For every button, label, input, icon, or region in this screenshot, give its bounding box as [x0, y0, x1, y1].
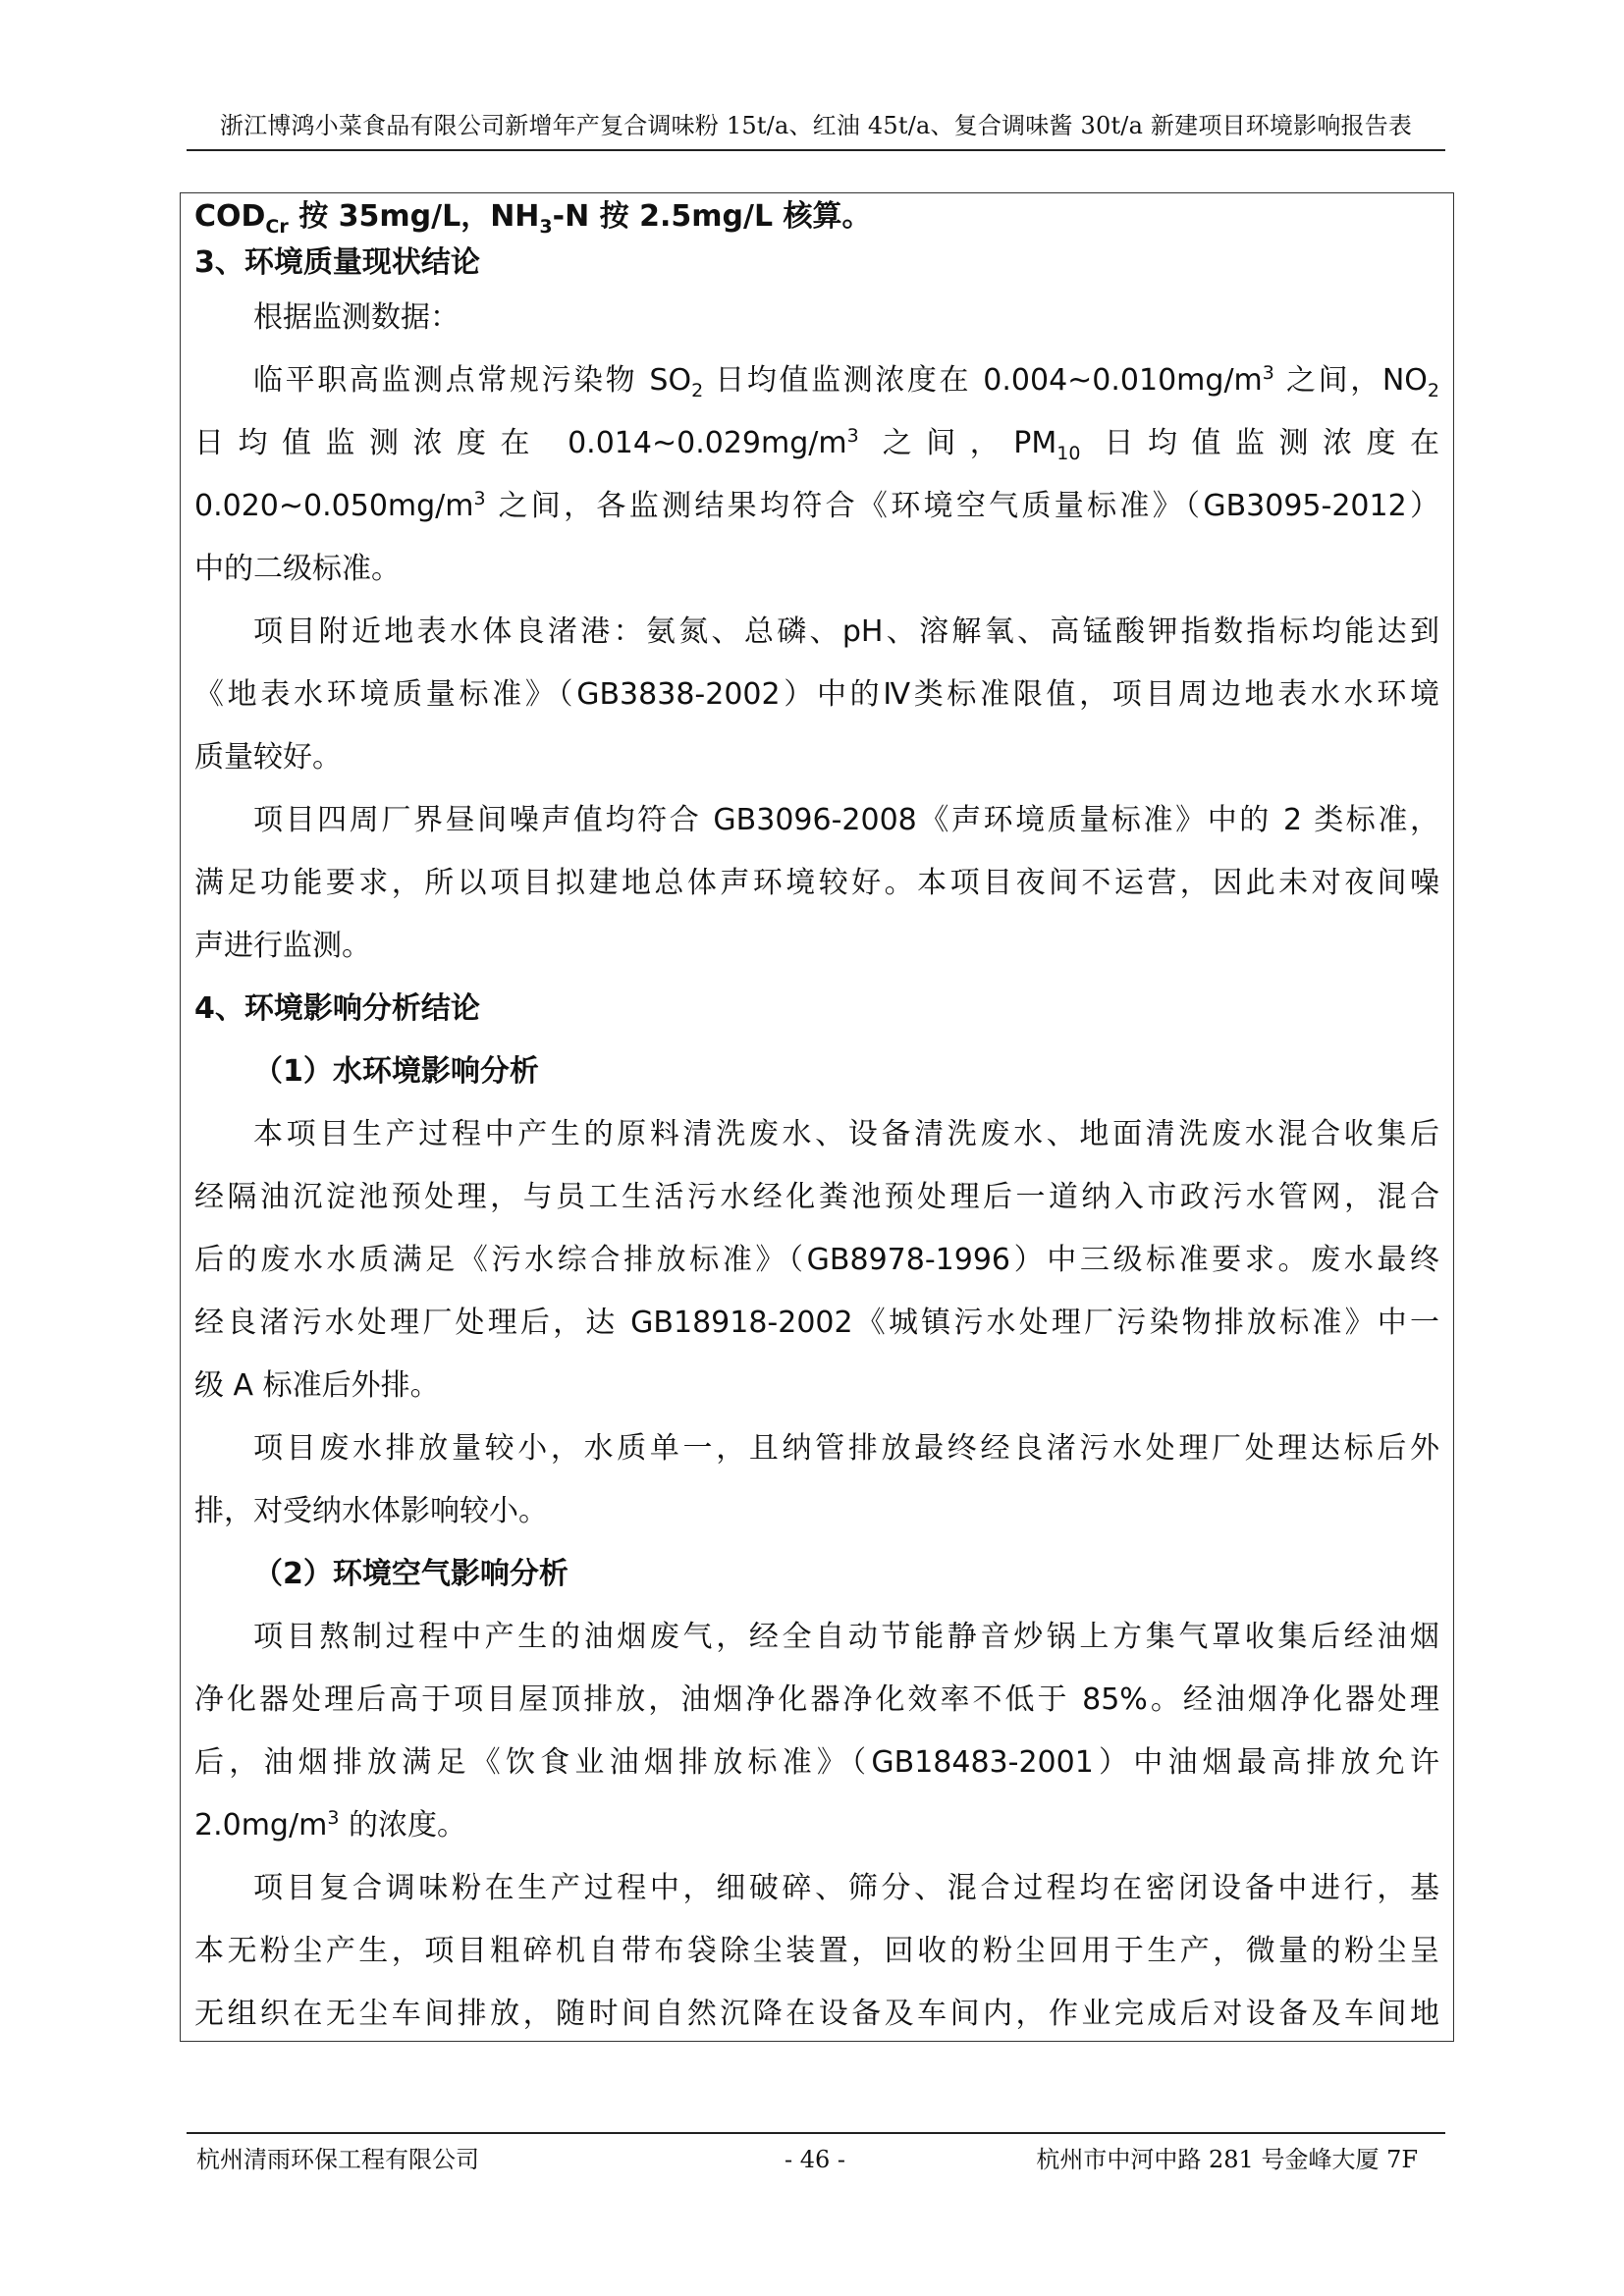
- text: 2.0mg/m: [194, 1808, 328, 1842]
- footer-company: 杭州清雨环保工程有限公司: [196, 2146, 479, 2173]
- text: 之间，各监测结果均符合《环境空气质量标准》（GB3095-2012）: [485, 489, 1439, 523]
- header-divider: [187, 149, 1445, 151]
- paragraph-line: 本项目生产过程中产生的原料清洗废水、设备清洗废水、地面清洗废水混合收集后: [253, 1117, 1439, 1151]
- paragraph-line: [194, 1794, 1439, 1857]
- paragraph-line: 排，对受纳水体影响较小。: [194, 1494, 548, 1528]
- paragraph-line: 中的二级标准。: [194, 552, 401, 586]
- text: 日均值监测浓度在 0.004~0.010mg/m: [703, 363, 1263, 398]
- text: 临平职高监测点常规污染物 SO: [253, 363, 692, 398]
- paragraph-line: 满足功能要求，所以项目拟建地总体声环境较好。本项目夜间不运营，因此未对夜间噪: [194, 866, 1439, 900]
- paragraph-line: 级 A 标准后外排。: [194, 1368, 440, 1403]
- subscript: 2: [691, 380, 704, 401]
- superscript: 3: [1262, 362, 1274, 384]
- paragraph-line: 无组织在无尘车间排放，随时间自然沉降在设备及车间内，作业完成后对设备及车间地: [194, 1997, 1439, 2031]
- subscript: 3: [539, 216, 553, 238]
- cod-line: [194, 194, 1439, 240]
- text: 0.020~0.050mg/m: [194, 489, 474, 523]
- paragraph-line: 本无粉尘产生，项目粗碎机自带布袋除尘装置，回收的粉尘回用于生产，微量的粉尘呈: [194, 1934, 1439, 1968]
- document-body: [194, 194, 1439, 2046]
- paragraph-line: 净化器处理后高于项目屋顶排放，油烟净化器净化效率不低于 85%。经油烟净化器处理: [194, 1682, 1439, 1717]
- superscript: 3: [846, 425, 859, 447]
- subscript: 2: [1427, 380, 1439, 401]
- superscript: 3: [473, 488, 486, 509]
- text: 按 35mg/L，NH: [288, 199, 540, 234]
- text: 之间，NO: [1273, 363, 1428, 398]
- text: 之间，PM: [858, 426, 1057, 460]
- paragraph-line: 项目复合调味粉在生产过程中，细破碎、筛分、混合过程均在密闭设备中进行，基: [253, 1871, 1439, 1905]
- subsection-air-heading: （2）环境空气影响分析: [253, 1557, 568, 1591]
- footer-divider: [187, 2132, 1445, 2134]
- paragraph-line: [194, 475, 1439, 538]
- subscript: 10: [1056, 443, 1081, 464]
- subscript: Cr: [265, 216, 289, 238]
- paragraph-line: 后的废水水质满足《污水综合排放标准》（GB8978-1996）中三级标准要求。废水最终: [194, 1243, 1439, 1277]
- text: -N 按 2.5mg/L 核算。: [552, 199, 872, 234]
- paragraph-line: [194, 349, 1439, 412]
- text: 的浓度。: [339, 1808, 466, 1842]
- text: COD: [194, 199, 266, 234]
- paragraph-line: 项目四周厂界昼间噪声值均符合 GB3096-2008《声环境质量标准》中的 2 类标准，: [253, 803, 1439, 837]
- paragraph-line: 项目附近地表水体良渚港：氨氮、总磷、pH、溶解氧、高锰酸钾指数指标均能达到: [253, 614, 1439, 649]
- text: 日均值监测浓度在 0.014~0.029mg/m: [194, 426, 847, 460]
- paragraph-line: 经隔油沉淀池预处理，与员工生活污水经化粪池预处理后一道纳入市政污水管网，混合: [194, 1180, 1439, 1214]
- paragraph-line: 经良渚污水处理厂处理后，达 GB18918-2002《城镇污水处理厂污染物排放标准》中一: [194, 1306, 1439, 1340]
- paragraph-line: 声进行监测。: [194, 929, 371, 963]
- section-3-heading: 3、环境质量现状结论: [194, 245, 480, 280]
- page-number: - 46 -: [784, 2146, 845, 2173]
- paragraph-line: 项目熬制过程中产生的油烟废气，经全自动节能静音炒锅上方集气罩收集后经油烟: [253, 1620, 1439, 1654]
- section-4-heading: 4、环境影响分析结论: [194, 991, 480, 1026]
- paragraph-monitor-intro: 根据监测数据：: [253, 300, 460, 335]
- subsection-water-heading: （1）水环境影响分析: [253, 1054, 539, 1089]
- paragraph-line: [194, 412, 1439, 475]
- text: 日均值监测浓度在: [1080, 426, 1439, 460]
- paragraph-line: 质量较好。: [194, 740, 342, 774]
- paragraph-line: 后，油烟排放满足《饮食业油烟排放标准》（GB18483-2001）中油烟最高排放允许: [194, 1745, 1439, 1780]
- page-header: 浙江博鸿小菜食品有限公司新增年产复合调味粉 15t/a、红油 45t/a、复合调味酱 30t/a 新建项目环境影响报告表: [219, 112, 1413, 139]
- superscript: 3: [327, 1807, 340, 1829]
- paragraph-line: 项目废水排放量较小，水质单一，且纳管排放最终经良渚污水处理厂处理达标后外: [253, 1431, 1439, 1466]
- paragraph-line: 《地表水环境质量标准》（GB3838-2002）中的Ⅳ类标准限值，项目周边地表水水环境: [194, 677, 1439, 712]
- footer-address: 杭州市中河中路 281 号金峰大厦 7F: [1036, 2146, 1418, 2173]
